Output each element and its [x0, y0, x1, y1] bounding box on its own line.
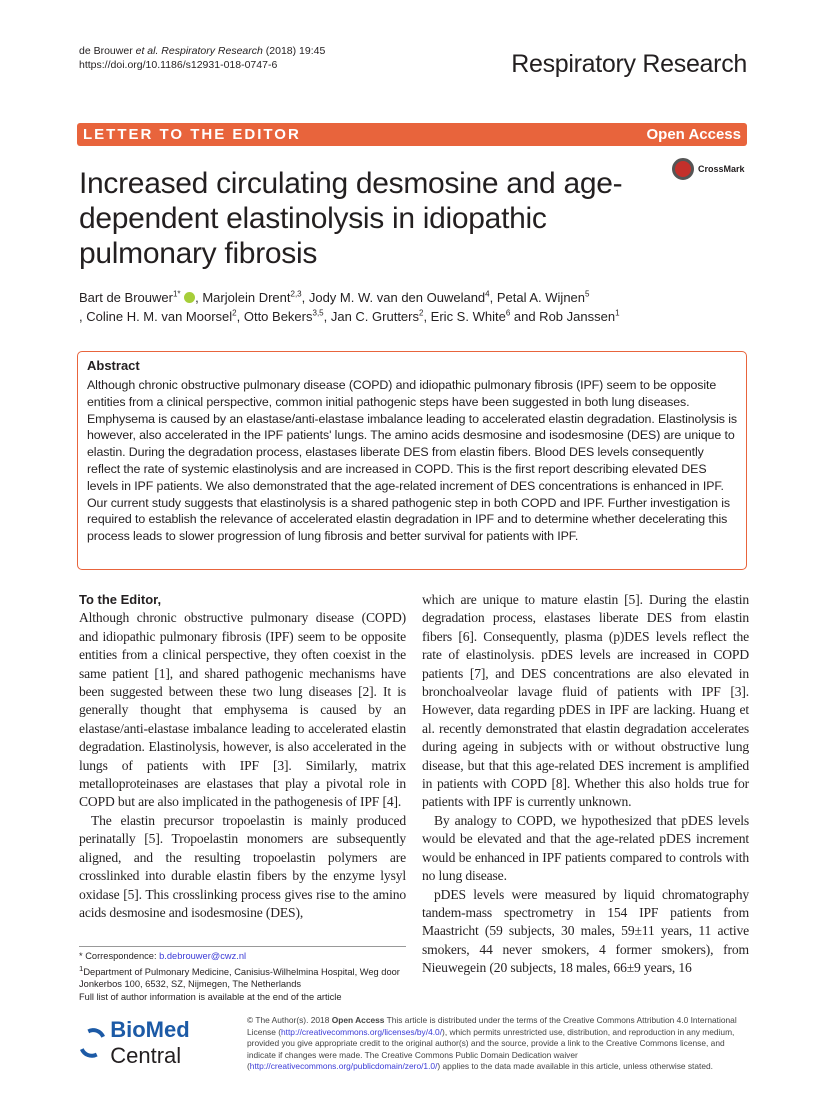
body-column-right	[422, 591, 749, 1003]
section-heading: To the Editor,	[79, 592, 162, 607]
biomed-logo-icon	[75, 1025, 111, 1063]
paragraph: The elastin precursor tropoelastin is mainly produced perinatally [5]. Tropoelastin monomers are subsequently aligned, and the resulting tropoelastin polymers are crosslinked into durable elastin fibers by the enzyme lysyl oxidase [5]. This crosslinking process gives rise to the amino acids desmosine and isodesmosine (DES),	[79, 812, 406, 920]
open-access-label: Open Access	[646, 126, 741, 143]
footnotes	[79, 946, 406, 1003]
author: and Rob Janssen$^1$	[510, 308, 620, 324]
page-footer	[77, 1015, 749, 1073]
biomed-central-logo: BioMed Central	[79, 1017, 247, 1069]
author: , Petal A. Wijnen$^5$	[489, 289, 590, 305]
public-domain-link[interactable]: http://creativecommons.org/publicdomain/zero/1.0/	[249, 1061, 438, 1072]
license-text: © The Author(s). 2018 Open Access This article is distributed under the terms of the Creative Commons Attribution 4.0 International License (http://creativecommons.org/licenses/by/4.0/), which permits unrestricted use, distribution, and reproduction in any medium, provided you give appropriate credit to the original author(s) and the source, provide a link to the Creative Commons license, and indicate if changes were made. The Creative Commons Public Domain Dedication waiver (http://creativecommons.org/publicdomain/zero/1.0/) applies to the data made available in this article, unless otherwise stated.	[247, 1015, 737, 1072]
article-type-banner	[77, 123, 747, 146]
paragraph: By analogy to COPD, we hypothesized that pDES levels would be elevated and that the age-related pDES increment would be enhanced in IPF patients compared to controls with no lung disease.	[422, 812, 749, 884]
article-main	[77, 166, 749, 1093]
abstract-box	[77, 351, 747, 570]
correspondence-email[interactable]: b.debrouwer@cwz.nl	[159, 951, 247, 962]
running-header	[79, 44, 325, 72]
citation-etal: et al.	[135, 45, 159, 57]
journal-name: Respiratory Research	[511, 50, 747, 78]
article-title: Increased circulating desmosine and age-dependent elastinolysis in idiopathic pulmonary fibrosis	[79, 167, 623, 270]
crossmark-label: CrossMark	[698, 164, 745, 174]
author: , Jan C. Grutters$^2$	[323, 308, 424, 324]
citation-year: (2018) 19:45	[262, 45, 326, 57]
doi-link[interactable]: https://doi.org/10.1186/s12931-018-0747-6	[79, 59, 278, 71]
footnote-spacer	[79, 922, 406, 946]
correspondence-label: * Correspondence:	[79, 951, 160, 962]
author: , Jody M. W. van den Ouweland$^4$	[301, 289, 490, 305]
body-columns	[77, 591, 749, 1003]
paragraph: Although chronic obstructive pulmonary disease (COPD) and idiopathic pulmonary fibrosis (IPF) seem to be opposite entities from a clinical perspective, they often coexist in the same patient [1], and shared pathogenic mechanisms have been suggested between these two lung diseases [2]. It is generally thought that emphysema is caused by an elastase/anti-elastase imbalance leading to accelerated elastin degradation. Elastinolysis, however, is also accelerated in the lungs of patients with IPF [3]. Similarly, matrix metalloproteinases are elastases that play a pivotal role in COPD but are also implicated in the pathogenesis of IPF [4].	[79, 610, 406, 810]
paragraph: pDES levels were measured by liquid chromatography tandem-mass spectrometry in 154 IPF patients from Maastricht (59 subjects, 30 males, 59±11 years, 11 active smokers, 44 never smokers, 4 former smokers), from Nieuwegein (20 subjects, 18 males, 66±9 years, 16	[422, 886, 749, 976]
orcid-icon[interactable]	[184, 292, 195, 303]
affiliation: $^1$Department of Pulmonary Medicine, Canisius-Wilhelmina Hospital, Weg door Jonkerbos 100, 6532, SZ, Nijmegen, The Netherlands	[79, 963, 400, 990]
author: , Otto Bekers$^{3,5}$	[236, 308, 324, 324]
author-list	[79, 288, 759, 326]
author: , Marjolein Drent$^{2,3}$	[195, 289, 302, 305]
author: Bart de Brouwer$^{1*}$	[79, 289, 181, 305]
author: , Eric S. White$^6$	[423, 308, 511, 324]
citation-journal: Respiratory Research	[158, 45, 263, 57]
citation-authors: de Brouwer	[79, 45, 136, 57]
abstract-heading: Abstract	[87, 358, 140, 373]
article-type: LETTER TO THE EDITOR	[83, 126, 301, 143]
paragraph: which are unique to mature elastin [5]. During the elastin degradation process, elastases liberate DES from elastin fibers [6]. Consequently, plasma (p)DES levels reflect the rate of elastinolysis. pDES levels are increased in COPD patients [7], and DES concentrations are also elevated in bronchoalveolar lavage fluid of patients with IPF [3]. However, data regarding pDES in IPF are lacking. Huang et al. recently demonstrated that elastin degradation accelerates during ageing in subjects with or without obstructive lung disease, but that this age-related DES increment is amplified in patients with COPD [8]. Whether this also holds true for patients with IPF is currently unknown.	[422, 592, 749, 810]
body-column-left	[79, 591, 406, 1003]
author: , Coline H. M. van Moorsel$^2$	[79, 308, 237, 324]
full-list-note: Full list of author information is available at the end of the article	[79, 991, 342, 1002]
license-link[interactable]: http://creativecommons.org/licenses/by/4.0/	[280, 1026, 443, 1037]
abstract-text: Although chronic obstructive pulmonary disease (COPD) and idiopathic pulmonary fibrosis (IPF) seem to be opposite entities from a clinical perspective, common initial pathogenic steps have been suggested in both lung diseases. Emphysema is caused by an elastase/anti-elastase imbalance leading to accelerated elastin degradation. Elastinolysis is however, also accelerated in the IPF patients' lungs. The amino acids desmosine and isodesmosine (DES) are unique to elastin. During the degradation process, elastases liberate DES from elastin fibers. Blood DES levels consequently reflect the rate of systemic elastinolysis and are increased in COPD. This is the first report describing elevated DES levels in IPF patients. We also demonstrated that the age-related increment of DES concentrations is enhanced in IPF. Our current study suggests that elastinolysis is a shared pathogenic step in both COPD and IPF. Further investigation is required to establish the relevance of accelerated elastin degradation in IPF and to determine whether decelerating this process leads to slower progression of lung fibrosis and better survival for patients with IPF.	[87, 378, 737, 544]
citation	[79, 44, 325, 58]
